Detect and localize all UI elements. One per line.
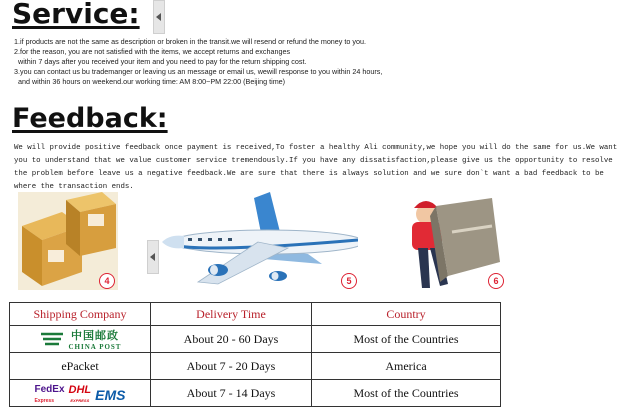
table-header-row [10,303,501,326]
delivery-man-image [392,192,502,296]
courier-logos [35,384,126,405]
company-cell: ePacket [10,353,151,380]
service-line: within 7 days after you received your item and you need to pay for the return shipping cost. [18,57,307,66]
company-cell [10,326,151,353]
delivery-time-cell: About 7 - 14 Days [151,380,312,407]
country-cell: Most of the Countries [312,326,501,353]
country-cell: Most of the Countries [312,380,501,407]
step-badge: 5 [341,273,357,289]
airplane-image [158,192,358,288]
chevron-left-icon [150,253,155,261]
step-badge: 6 [488,273,504,289]
country-cell: America [312,353,501,380]
feedback-text: We will provide positive feedback once payment is received,To foster a healthy Ali community,we hope you will do the same for us.We want you to understand that we value customer service tremendously.If you have any dissatisfaction,please give us the opportunity to resolve the problem before leave us a negative feedback.We are sure that there is always solution and we sure don`t want a bad feedback to be where the transaction ends. [14,144,618,191]
service-heading: Service: [12,0,140,30]
service-line: 2.for the reason, you are not satisfied with the items, we accept returns and exchanges [14,47,291,56]
company-cell [10,380,151,407]
table-row [10,380,501,407]
scroll-handle-top[interactable] [153,0,165,34]
service-line: 3.you can contact us bu trademanger or leaving us an message or email us, wewill response to you within 24 hours, [14,67,383,76]
dhl-logo: DHL EXPRESS [68,383,92,403]
delivery-time-cell: About 7 - 20 Days [151,353,312,380]
chevron-left-icon [156,13,161,21]
ems-logo: EMS [95,386,126,403]
service-line: and within 36 hours on weekend.our working time: AM 8:00~PM 22:00 (Beijing time) [18,77,286,86]
delivery-time-cell: About 20 - 60 Days [151,326,312,353]
column-header: Shipping Company [10,303,151,326]
fedex-logo: FedEx Express [34,384,65,404]
column-header: Delivery Time [151,303,312,326]
china-post-logo: 中国邮政 CHINA POST [39,327,122,351]
table-row [10,326,501,353]
shipping-table [9,302,501,407]
step-badge: 4 [99,273,115,289]
china-post-icon [39,332,65,346]
table-row [10,353,501,380]
feedback-heading: Feedback: [12,103,168,134]
service-text [14,37,474,87]
column-header: Country [312,303,501,326]
service-line: 1.if products are not the same as description or broken in the transit.we will resend or refund the money to you. [14,37,366,46]
